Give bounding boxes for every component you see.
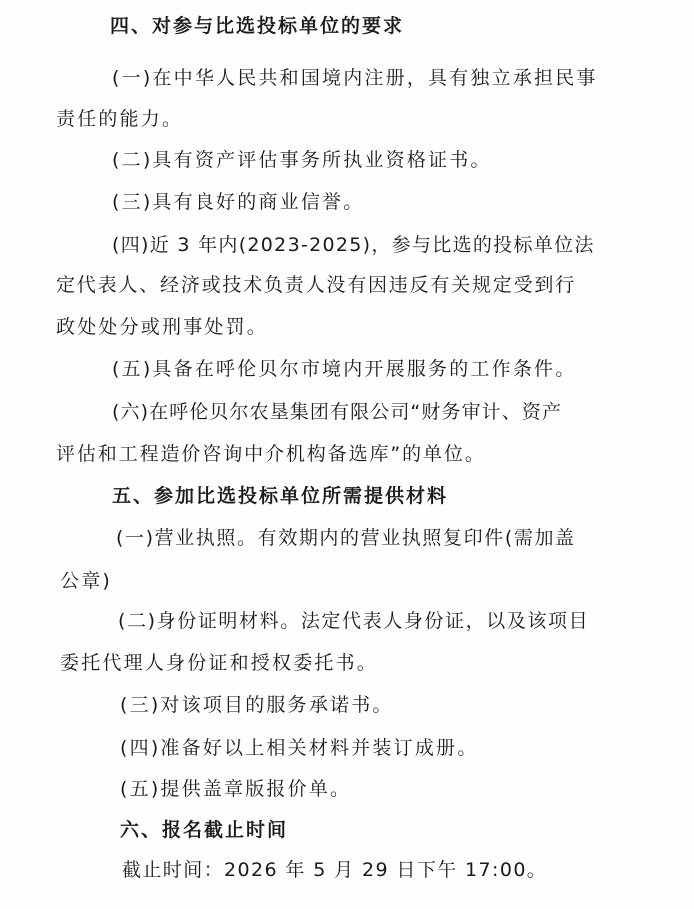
- paragraph-line: (二)身份证明材料。法定代表人身份证，以及该项目: [118, 610, 590, 632]
- paragraph-line: (三)具有良好的商业信誉。: [112, 191, 365, 213]
- section-heading-requirements: 四、对参与比选投标单位的要求: [110, 15, 405, 37]
- paragraph-line: 政处处分或刑事处罚。: [56, 316, 269, 338]
- paragraph-line: (三)对该项目的服务承诺书。: [120, 694, 394, 716]
- paragraph-line: (二)具有资产评估事务所执业资格证书。: [112, 149, 492, 171]
- paragraph-line: 定代表人、经济或技术负责人没有因违反有关规定受到行: [56, 274, 577, 296]
- paragraph-line: 公章): [60, 570, 113, 592]
- deadline-text: 截止时间：2026 年 5 月 29 日下午 17:00。: [122, 859, 548, 881]
- section-heading-materials: 五、参加比选投标单位所需提供材料: [112, 485, 449, 507]
- paragraph-line: (五)具备在呼伦贝尔市境内开展服务的工作条件。: [112, 358, 577, 380]
- paragraph-line: 责任的能力。: [56, 108, 184, 130]
- paragraph-line: (四)准备好以上相关材料并装订成册。: [120, 737, 479, 759]
- paragraph-line: (一)在中华人民共和国境内注册，具有独立承担民事: [112, 67, 598, 89]
- paragraph-line: 评估和工程造价咨询中介机构备选库”的单位。: [56, 443, 486, 465]
- paragraph-line: (一)营业执照。有效期内的营业执照复印件(需加盖: [116, 527, 576, 549]
- paragraph-line: 委托代理人身份证和授权委托书。: [60, 652, 379, 674]
- paragraph-line: (六)在呼伦贝尔农垦集团有限公司“财务审计、资产: [112, 401, 563, 423]
- paragraph-line: (四)近 3 年内(2023-2025)，参与比选的投标单位法: [112, 234, 595, 256]
- section-heading-deadline: 六、报名截止时间: [120, 819, 289, 841]
- paragraph-line: (五)提供盖章版报价单。: [120, 778, 352, 800]
